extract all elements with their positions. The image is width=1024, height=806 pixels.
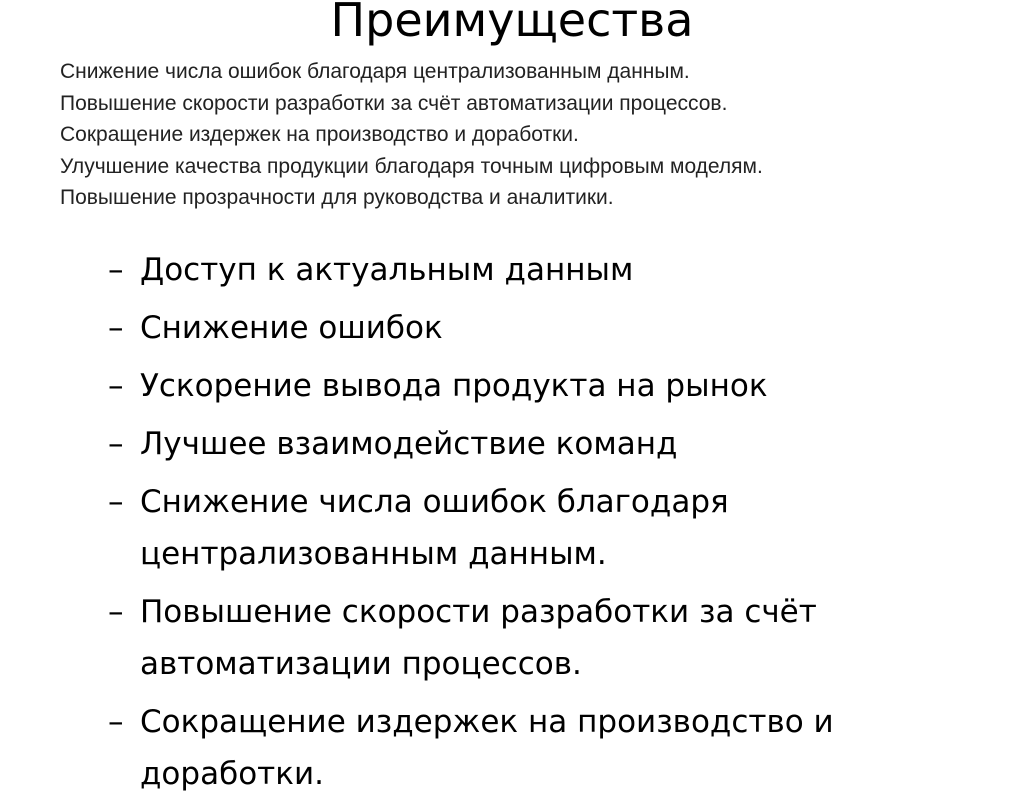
- bullet-text: Снижение ошибок: [140, 310, 443, 346]
- bullet-dash: –: [108, 368, 124, 404]
- bullet-text: Снижение числа ошибок благодаря централизованным данным.: [140, 484, 729, 572]
- bullet-item: [108, 244, 988, 296]
- bullet-item: [108, 696, 988, 800]
- bullet-dash: –: [108, 484, 124, 520]
- bullet-item: [108, 302, 988, 354]
- bullet-item: [108, 418, 988, 470]
- bullet-dash: –: [108, 704, 124, 740]
- slide-title: Преимущества: [330, 0, 694, 47]
- bullet-item: [108, 586, 988, 690]
- bullet-dash: –: [108, 310, 124, 346]
- bullet-dash: –: [108, 252, 124, 288]
- summary-block: [60, 56, 1000, 214]
- bullet-text: Сокращение издержек на производство и доработки.: [140, 704, 834, 792]
- summary-line: Сокращение издержек на производство и доработки.: [60, 123, 579, 146]
- bullet-text: Повышение скорости разработки за счёт автоматизации процессов.: [140, 594, 817, 682]
- summary-line: Улучшение качества продукции благодаря точным цифровым моделям.: [60, 154, 763, 178]
- bullet-item: [108, 476, 988, 580]
- bullet-item: [108, 360, 988, 412]
- bullet-text: Доступ к актуальным данным: [140, 252, 634, 288]
- bullet-list: [108, 244, 988, 806]
- bullet-text: Лучшее взаимодействие команд: [140, 426, 678, 462]
- bullet-text: Ускорение вывода продукта на рынок: [140, 368, 768, 404]
- summary-line: Повышение скорости разработки за счёт автоматизации процессов.: [60, 91, 728, 115]
- bullet-dash: –: [108, 426, 124, 462]
- summary-line: Снижение числа ошибок благодаря централизованным данным.: [60, 60, 690, 83]
- bullet-dash: –: [108, 594, 124, 630]
- summary-line: Повышение прозрачности для руководства и аналитики.: [60, 186, 614, 209]
